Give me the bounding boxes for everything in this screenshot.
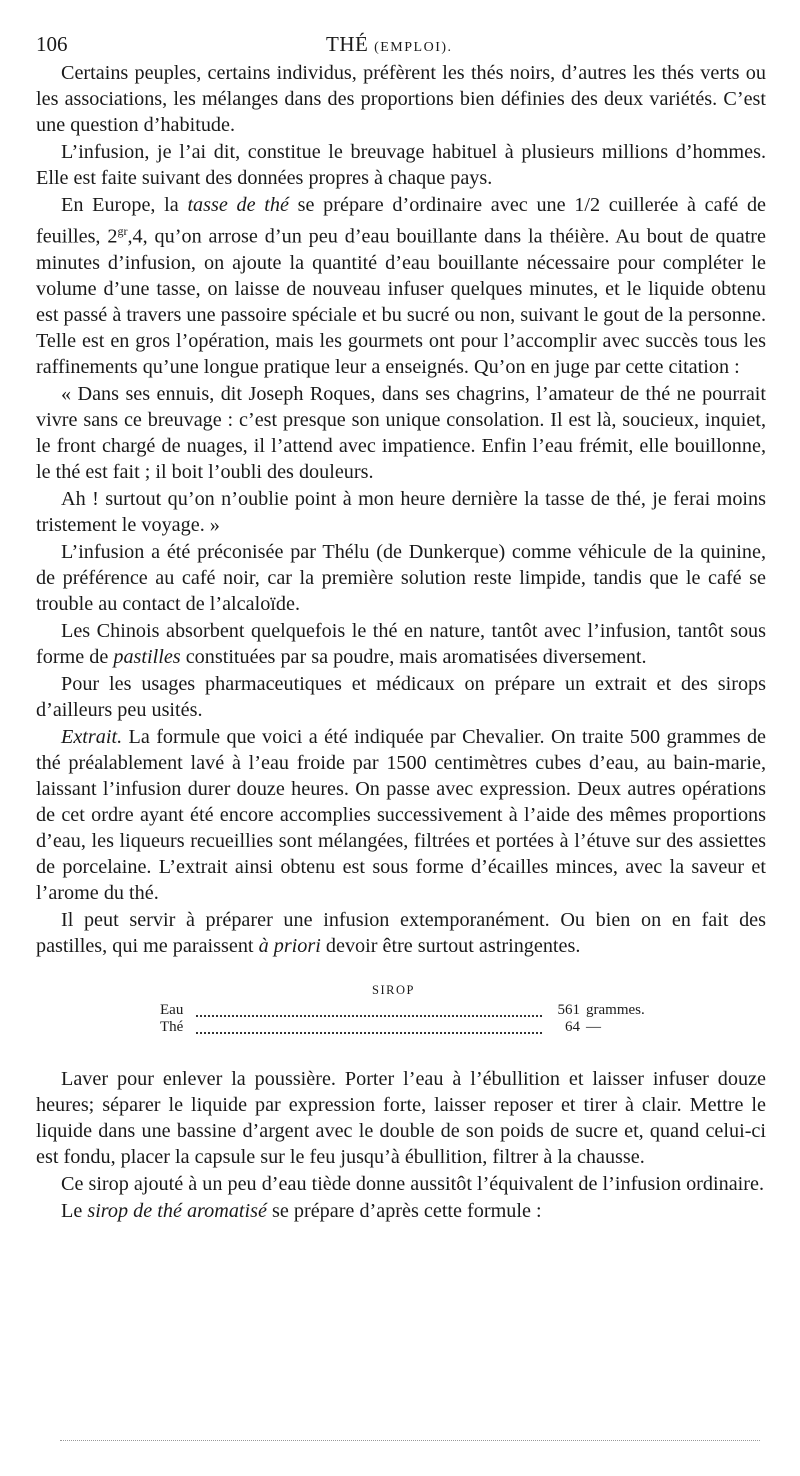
text-run: se prépare d’après cette formule :	[266, 1199, 542, 1222]
paragraph	[36, 618, 766, 670]
paragraph	[36, 192, 766, 380]
emphasis-pastilles: pastilles	[113, 645, 181, 668]
paragraph: Certains peuples, certains individus, préfèrent les thés noirs, d’autres les thés verts ou les associations, les mélanges dans des proportions bien définies des deux variétés. C’est une question d’habitude.	[36, 62, 766, 136]
recipe-quantity: 64	[565, 1018, 580, 1035]
dot-leader	[196, 1032, 542, 1034]
text-run: Le	[61, 1199, 88, 1222]
body-text	[36, 60, 766, 959]
superscript-gr: gr	[117, 224, 128, 238]
text-run: Il peut servir à préparer une infusion extemporanément. Ou bien on en fait des pastilles, qui me paraissent	[36, 908, 766, 957]
text-run: se prépare d’ordinaire avec une 1/2 cuillerée à café de feuilles, 2	[36, 194, 767, 248]
quotation-paragraph: « Dans ses ennuis, dit Joseph Roques, dans ses chagrins, l’amateur de thé ne pourrait vivre sans ce breuvage : c’est presque son unique consolation. Il est là, soucieux, inquiet, le front chargé de nuages, il l’attend avec impatience. Enfin l’eau frémit, elle bouillonne, le thé est fait ; il boit l’oubli des douleurs.	[36, 382, 766, 483]
page-header	[36, 28, 766, 60]
text-run: En Europe, la	[61, 194, 188, 216]
paragraph: Laver pour enlever la poussière. Porter l’eau à l’ébullition et laisser infuser douze heures; séparer le liquide par expression forte, laisser reposer et tirer à clair. Mettre le liquide dans une bassine d’argent avec le double de son poids de sucre et, quand celui-ci est fondu, placer la capsule sur le feu jusqu’à ébullition, filtrer à la chausse.	[36, 1067, 766, 1168]
paragraph: L’infusion a été préconisée par Thélu (de Dunkerque) comme véhicule de la quinine, de préférence au café noir, car la première solution reste limpide, tandis que le café se trouble au contact de l’alcaloïde.	[36, 540, 766, 615]
emphasis-a-priori: à priori	[258, 934, 321, 957]
quotation-paragraph: Ah ! surtout qu’on n’oublie point à mon heure dernière la tasse de thé, je ferai moins tristement le voyage. »	[36, 487, 766, 536]
paragraph	[36, 724, 766, 906]
recipe-row	[160, 1002, 660, 1019]
emphasis-tasse-de-the: tasse de thé	[187, 194, 289, 216]
recipe-ingredient	[160, 1002, 550, 1019]
text-run: constituées par sa poudre, mais aromatisées diversement.	[180, 645, 647, 668]
paragraph: Pour les usages pharmaceutiques et médicaux on prépare un extrait et des sirops d’ailleurs peu usités.	[36, 672, 766, 721]
text-run: devoir être surtout astringentes.	[320, 934, 581, 957]
paragraph	[36, 907, 766, 959]
text-run: La formule que voici a été indiquée par Chevalier. On traite 500 grammes de thé préalablement lavé à l’eau froide par 1500 centimètres cubes d’eau, au bain-marie, laissant l’infusion durer douze heures. On passe avec expression. Deux autres opérations de cet ordre ayant été encore accomplies successivement à l’aide des mêmes proportions d’eau, les liqueurs recueillies sont mélangées, filtrées et portées à l’étuve sur des assiettes de porcelaine. L’extrait ainsi obtenu est sous forme d’écailles minces, avec la saveur et l’arome du thé.	[36, 725, 766, 904]
recipe-quantity: 561	[557, 1001, 580, 1018]
paragraph: L’infusion, je l’ai dit, constitue le breuvage habituel à plusieurs millions d’hommes. Elle est faite suivant des données propres à chaque pays.	[36, 141, 766, 189]
running-title	[326, 32, 453, 57]
emphasis-extrait: Extrait.	[61, 725, 123, 748]
emphasis-sirop-aromatise: sirop de thé aromatisé	[87, 1199, 267, 1222]
recipe-block	[36, 983, 766, 1036]
ingredient-label: Eau	[160, 1001, 184, 1018]
text-run: ,4, qu’on arrose d’un peu d’eau bouillante dans la théière. Au bout de quatre minutes d’infusion, on ajoute la quantité d’eau bouillante nécessaire pour compléter le volume d’une tasse, on laisse de nouveau infuser quelques minutes, et le liquide obtenu est passé à travers une passoire spéciale et bu sucré ou non, suivant le gout de la personne. Telle est en gros l’opération, mais les gourmets ont pour l’accomplir avec succès tous les raffinements qu’une longue pratique leur a enseignés. Qu’on en juge par cette citation :	[36, 225, 766, 378]
paragraph: Ce sirop ajouté à un peu d’eau tiède donne aussitôt l’équivalent de l’infusion ordinaire.	[61, 1172, 764, 1195]
ingredient-label: Thé	[160, 1018, 184, 1035]
recipe-table	[160, 1002, 660, 1036]
dot-leader	[196, 1015, 542, 1017]
recipe-title: SIROP	[372, 982, 415, 997]
recipe-ingredient	[160, 1019, 550, 1036]
recipe-row	[160, 1019, 660, 1036]
text-run: Les Chinois absorbent quelquefois le thé en nature, tantôt avec l’infusion, tantôt sous forme de	[36, 619, 766, 668]
page-number: 106	[36, 32, 68, 56]
running-title-main: THÉ	[326, 32, 369, 56]
running-title-sub: (EMPLOI).	[374, 40, 453, 55]
recipe-unit: grammes.	[586, 1001, 645, 1018]
paragraph	[36, 1198, 766, 1224]
book-page	[36, 28, 766, 1224]
body-text-continued	[36, 1066, 766, 1224]
bottom-bleed-line	[60, 1440, 760, 1441]
recipe-unit: —	[586, 1018, 601, 1035]
